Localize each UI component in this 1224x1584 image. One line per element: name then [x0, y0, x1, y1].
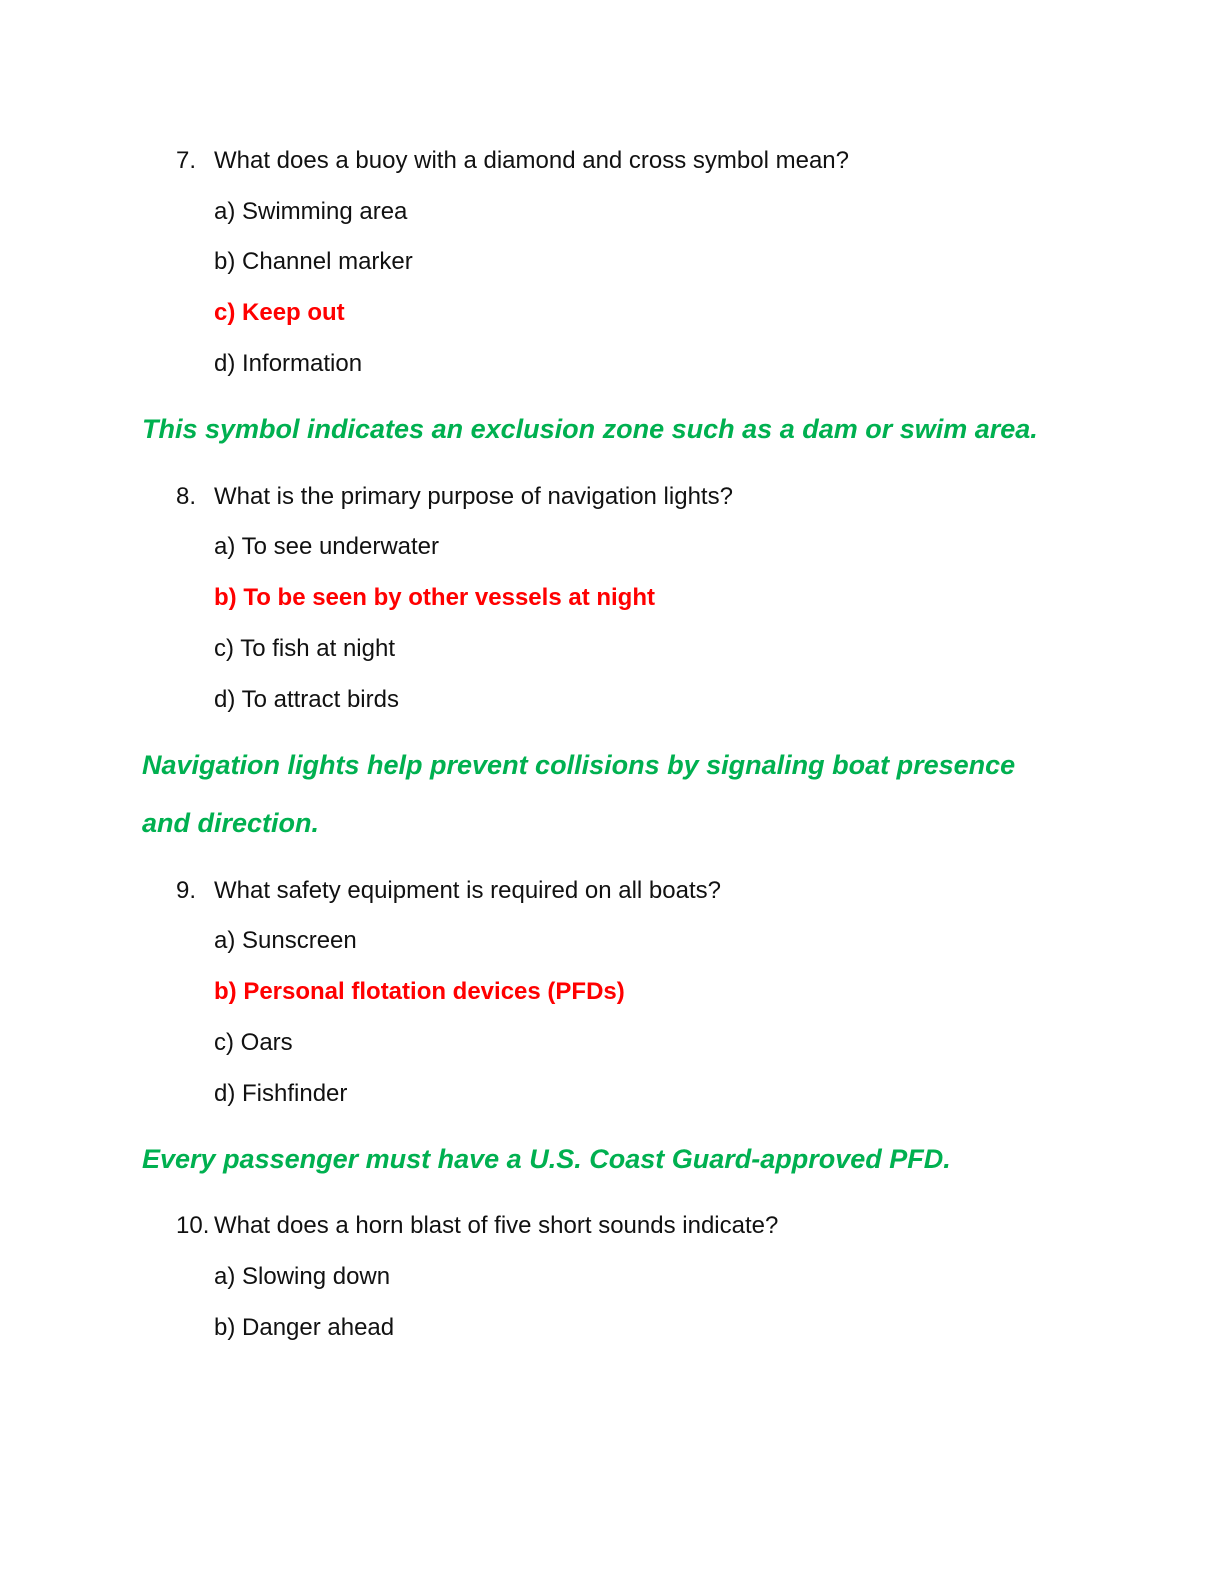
question-7: [176, 146, 849, 176]
question-text: What safety equipment is required on all boats?: [214, 877, 721, 904]
option-a: a) Sunscreen: [214, 927, 357, 954]
option-b-correct: b) To be seen by other vessels at night: [214, 584, 655, 611]
option-c-correct: c) Keep out: [214, 299, 345, 326]
explanation-line: This symbol indicates an exclusion zone such as a dam or swim area.: [142, 414, 1038, 444]
question-number: 10.: [176, 1212, 210, 1239]
option-a: a) To see underwater: [214, 533, 440, 560]
option-b: b) Danger ahead: [214, 1314, 395, 1341]
question-text: What does a buoy with a diamond and cross symbol mean?: [214, 147, 850, 174]
option-b-correct: b) Personal flotation devices (PFDs): [214, 978, 625, 1005]
question-number: 8.: [176, 483, 197, 510]
option-c: c) To fish at night: [214, 635, 395, 662]
option-a: a) Slowing down: [214, 1263, 391, 1290]
question-text: What does a horn blast of five short sounds indicate?: [214, 1212, 779, 1239]
option-d: d) To attract birds: [214, 686, 399, 713]
option-a: a) Swimming area: [214, 198, 408, 225]
question-10: [176, 1211, 778, 1241]
question-number: 7.: [176, 147, 197, 174]
option-b: b) Channel marker: [214, 248, 413, 275]
question-8: [176, 482, 733, 512]
option-c: c) Oars: [214, 1029, 293, 1056]
option-d: d) Information: [214, 350, 363, 377]
explanation-line: Every passenger must have a U.S. Coast Guard-approved PFD.: [142, 1144, 951, 1174]
question-text: What is the primary purpose of navigation lights?: [214, 483, 733, 510]
explanation-line: Navigation lights help prevent collisions by signaling boat presence: [142, 750, 1016, 780]
explanation-line: and direction.: [142, 808, 320, 838]
option-d: d) Fishfinder: [214, 1080, 348, 1107]
question-number: 9.: [176, 877, 197, 904]
question-9: [176, 876, 721, 906]
